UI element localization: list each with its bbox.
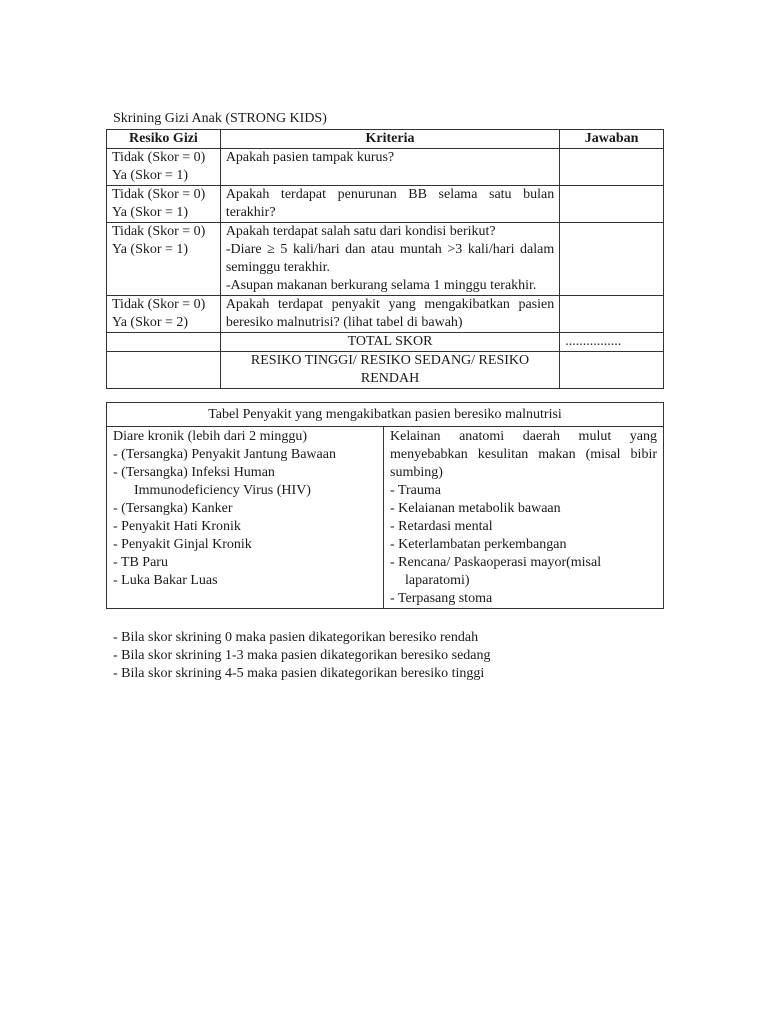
risk-option-no: Tidak (Skor = 0): [112, 224, 206, 239]
risk-option-yes: Ya (Skor = 2): [112, 315, 189, 330]
list-item: - Kelaianan metabolik bawaan: [390, 501, 561, 516]
disease-table: [106, 402, 664, 609]
risk-option-yes: Ya (Skor = 1): [112, 205, 189, 220]
risk-option-no: Tidak (Skor = 0): [112, 297, 206, 312]
note-line: - Bila skor skrining 1-3 maka pasien dikategorikan beresiko sedang: [113, 648, 491, 663]
list-item: - Trauma: [390, 483, 441, 498]
screening-table: [106, 129, 664, 389]
criteria-text: -Asupan makanan berkurang selama 1 minggu terakhir.: [225, 278, 537, 293]
list-item: - TB Paru: [113, 555, 168, 570]
risk-cell: [107, 149, 221, 186]
risk-option-yes: Ya (Skor = 1): [112, 242, 189, 257]
score-notes: [113, 629, 491, 683]
answer-cell[interactable]: [560, 149, 664, 186]
list-item: - (Tersangka) Kanker: [113, 501, 233, 516]
empty-cell: [560, 352, 664, 389]
list-item: - Luka Bakar Luas: [113, 573, 218, 588]
total-value[interactable]: ................: [560, 333, 664, 352]
header-answer: Jawaban: [560, 130, 664, 149]
risk-option-yes: Ya (Skor = 1): [112, 168, 189, 183]
answer-cell[interactable]: [560, 223, 664, 296]
list-item: - Penyakit Hati Kronik: [113, 519, 241, 534]
result-label: RESIKO TINGGI/ RESIKO SEDANG/ RESIKO RENDAH: [220, 352, 559, 389]
list-item: - Terpasang stoma: [390, 591, 493, 606]
criteria-text: Apakah terdapat penyakit yang mengakibatkan pasien beresiko malnutrisi? (lihat tabel di bawah): [225, 297, 555, 330]
list-item: - Keterlambatan perkembangan: [390, 537, 567, 552]
header-criteria: Kriteria: [220, 130, 559, 149]
total-row: [107, 333, 664, 352]
list-item: Diare kronik (lebih dari 2 minggu): [113, 429, 308, 444]
criteria-cell: [220, 186, 559, 223]
criteria-text: -Diare ≥ 5 kali/hari dan atau muntah >3 kali/hari dalam seminggu terakhir.: [225, 242, 555, 275]
criteria-text: Apakah terdapat penurunan BB selama satu bulan terakhir?: [225, 187, 555, 220]
disease-list-left: [107, 427, 384, 609]
list-item: - Retardasi mental: [390, 519, 493, 534]
risk-cell: [107, 186, 221, 223]
risk-option-no: Tidak (Skor = 0): [112, 150, 206, 165]
list-item: Immunodeficiency Virus (HIV): [134, 483, 311, 498]
criteria-cell: [220, 296, 559, 333]
criteria-text: Apakah terdapat salah satu dari kondisi berikut?: [225, 224, 496, 239]
total-label: TOTAL SKOR: [220, 333, 559, 352]
disease-table-body: [107, 427, 664, 609]
answer-cell[interactable]: [560, 186, 664, 223]
list-item: - (Tersangka) Penyakit Jantung Bawaan: [113, 447, 336, 462]
table-row: [107, 149, 664, 186]
page-title: Skrining Gizi Anak (STRONG KIDS): [113, 111, 327, 126]
disease-table-title: Tabel Penyakit yang mengakibatkan pasien beresiko malnutrisi: [107, 403, 664, 427]
list-item: Kelainan anatomi daerah mulut yang menyebabkan kesulitan makan (misal bibir sumbing): [390, 429, 657, 480]
answer-cell[interactable]: [560, 296, 664, 333]
table-row: [107, 296, 664, 333]
disease-table-header: [107, 403, 664, 427]
note-line: - Bila skor skrining 4-5 maka pasien dikategorikan beresiko tinggi: [113, 666, 485, 681]
table-row: [107, 223, 664, 296]
disease-list-right: [384, 427, 664, 609]
list-item: laparatomi): [405, 573, 470, 588]
result-row: [107, 352, 664, 389]
risk-option-no: Tidak (Skor = 0): [112, 187, 206, 202]
empty-cell: [107, 352, 221, 389]
list-item: - Rencana/ Paskaoperasi mayor(misal: [390, 555, 602, 570]
criteria-cell: [220, 149, 559, 186]
note-line: - Bila skor skrining 0 maka pasien dikategorikan beresiko rendah: [113, 630, 479, 645]
criteria-text: Apakah pasien tampak kurus?: [225, 150, 395, 165]
list-item: - (Tersangka) Infeksi Human: [113, 465, 275, 480]
screening-header-row: [107, 130, 664, 149]
empty-cell: [107, 333, 221, 352]
risk-cell: [107, 296, 221, 333]
list-item: - Penyakit Ginjal Kronik: [113, 537, 252, 552]
risk-cell: [107, 223, 221, 296]
table-row: [107, 186, 664, 223]
criteria-cell: [220, 223, 559, 296]
header-risk: Resiko Gizi: [107, 130, 221, 149]
